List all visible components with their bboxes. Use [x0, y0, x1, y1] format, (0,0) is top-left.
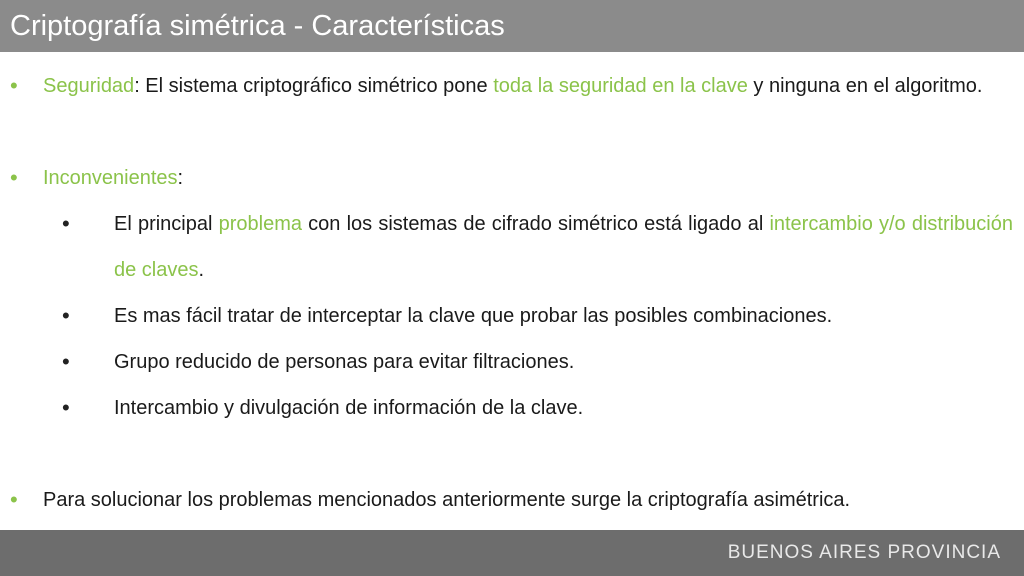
- footer-bar: [0, 530, 1024, 576]
- bullet-text: Para solucionar los problemas mencionados anteriormente surge la criptografía asimétrica.: [43, 489, 851, 511]
- bullet-text: Es mas fácil tratar de interceptar la clave que probar las posibles combinaciones.: [114, 305, 833, 327]
- bullet-icon: •: [62, 303, 70, 328]
- slide-content: [0, 63, 1024, 533]
- bullet-icon: •: [10, 487, 18, 512]
- title-bar: [0, 0, 1024, 52]
- footer-brand-logo: BUENOS AIRES PROVINCIA: [727, 542, 1001, 563]
- text-segment: : El sistema criptográfico simétrico pone: [134, 75, 494, 97]
- highlight-segment: toda la seguridad en la clave: [493, 75, 748, 97]
- highlight-segment: intercambio y/o distribución de claves: [114, 213, 1013, 281]
- bullet-text: [43, 155, 1013, 201]
- bullet-text: Grupo reducido de personas para evitar filtraciones.: [114, 351, 575, 373]
- bullet-icon: •: [62, 211, 70, 236]
- text-segment: con los sistemas de cifrado simétrico está ligado al: [302, 213, 770, 235]
- bullet-icon: •: [62, 395, 70, 420]
- term-inconvenientes: Inconvenientes: [43, 167, 178, 189]
- text-segment: El principal: [114, 213, 219, 235]
- bullet-icon: •: [10, 165, 18, 190]
- text-segment: .: [198, 259, 205, 281]
- term-seguridad: Seguridad: [43, 75, 135, 97]
- bullet-text: [43, 63, 1013, 109]
- bullet-icon: •: [10, 73, 18, 98]
- bullet-icon: •: [62, 349, 70, 374]
- bullet-text: [114, 201, 1013, 293]
- text-segment: y ninguna en el algoritmo.: [747, 75, 983, 97]
- bullet-text: Intercambio y divulgación de información de la clave.: [114, 397, 584, 419]
- page-title: Criptografía simétrica - Características: [10, 9, 505, 42]
- text-segment: :: [177, 167, 184, 189]
- highlight-segment: problema: [218, 213, 302, 235]
